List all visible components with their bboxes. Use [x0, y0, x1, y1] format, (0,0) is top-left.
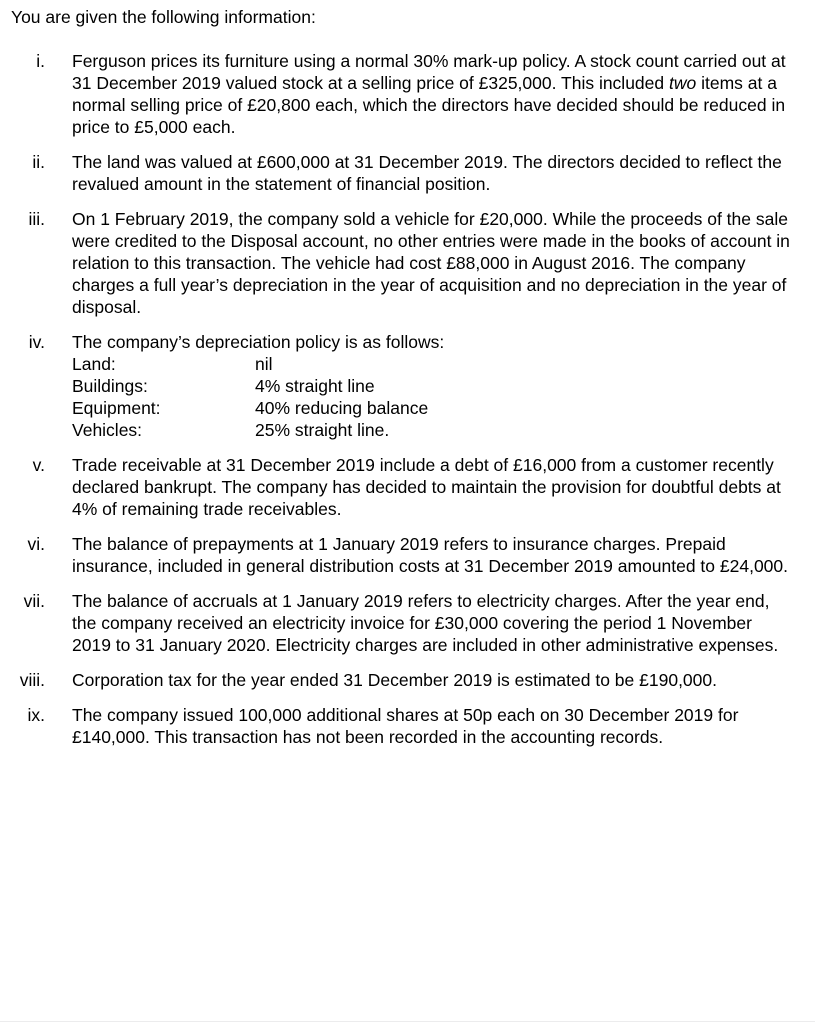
- list-item: [0, 669, 815, 691]
- list-item-body: [45, 331, 815, 441]
- text-segment-before: Ferguson prices its furniture using a normal 30% mark-up policy. A stock count carried out at 31 December 2019 valued stock at a selling price of £325,000. This included: [72, 51, 786, 93]
- list-item-text: [72, 50, 790, 138]
- list-item-marker: iv.: [28, 332, 45, 352]
- list-item: [0, 454, 815, 520]
- list-item-text: The balance of accruals at 1 January 2019 refers to electricity charges. After the year end, the company received an electricity invoice for £30,000 covering the period 1 November 2019 to 31 January 2020. Electricity charges are included in other administrative expenses.: [72, 591, 779, 655]
- list-item: [0, 590, 815, 656]
- list-item-body: [45, 454, 815, 520]
- table-row: [72, 353, 428, 375]
- list-item-text: The land was valued at £600,000 at 31 December 2019. The directors decided to reflect the revalued amount in the statement of financial position.: [72, 152, 782, 194]
- list-item-body: [45, 208, 815, 318]
- list-item-marker: v.: [32, 455, 45, 475]
- emphasized-word: two: [669, 73, 697, 93]
- list-item-text: The balance of prepayments at 1 January 2019 refers to insurance charges. Prepaid insurance, included in general distribution costs at 31 December 2019 amounted to £24,000.: [72, 534, 789, 576]
- list-item-marker: i.: [36, 51, 45, 71]
- list-item-text: The company issued 100,000 additional shares at 50p each on 30 December 2019 for £140,000. This transaction has not been recorded in the accounting records.: [72, 705, 739, 747]
- list-item: [0, 151, 815, 195]
- list-item-marker: ix.: [27, 705, 45, 725]
- page-title: You are given the following information:: [11, 7, 316, 27]
- list-item-text: Corporation tax for the year ended 31 December 2019 is estimated to be £190,000.: [72, 670, 717, 690]
- list-item-body: [45, 704, 815, 748]
- list-item-body: [45, 50, 815, 138]
- list-item: [0, 704, 815, 748]
- list-item-body: [45, 590, 815, 656]
- list-item-marker: iii.: [28, 209, 45, 229]
- asset-label: Land:: [72, 354, 116, 374]
- asset-label: Equipment:: [72, 398, 161, 418]
- page-bottom-rule: [0, 1021, 815, 1022]
- depreciation-rate: nil: [255, 354, 273, 374]
- list-item-marker: ii.: [32, 152, 45, 172]
- text-segment-after: items at a normal selling price of £20,800 each, which the directors have decided should be reduced in price to £5,000 each.: [72, 73, 786, 137]
- list-item-body: [45, 533, 815, 577]
- list-item-text: The company’s depreciation policy is as follows:: [72, 332, 445, 352]
- list-item: [0, 50, 815, 138]
- table-row: [72, 397, 428, 419]
- information-list: [0, 50, 815, 761]
- depreciation-rate: 25% straight line.: [255, 420, 390, 440]
- list-item: [0, 331, 815, 441]
- table-row: [72, 419, 428, 441]
- list-item-marker: vi.: [27, 534, 45, 554]
- list-item: [0, 533, 815, 577]
- depreciation-rate: 4% straight line: [255, 376, 375, 396]
- list-item-body: [45, 151, 815, 195]
- list-item-text: On 1 February 2019, the company sold a vehicle for £20,000. While the proceeds of the sale were credited to the Disposal account, no other entries were made in the books of account in relation to this transaction. The vehicle had cost £88,000 in August 2016. The company charges a full year’s depreciation in the year of acquisition and no depreciation in the year of disposal.: [72, 209, 790, 317]
- depreciation-rate: 40% reducing balance: [255, 398, 429, 418]
- list-item-marker: vii.: [23, 591, 45, 611]
- asset-label: Buildings:: [72, 376, 148, 396]
- table-row: [72, 375, 428, 397]
- list-item-marker: viii.: [19, 670, 45, 690]
- list-item-body: [45, 669, 815, 691]
- depreciation-policy-table: [72, 353, 428, 441]
- list-item-text: Trade receivable at 31 December 2019 include a debt of £16,000 from a customer recently declared bankrupt. The company has decided to maintain the provision for doubtful debts at 4% of remaining trade receivables.: [72, 455, 781, 519]
- list-item: [0, 208, 815, 318]
- asset-label: Vehicles:: [72, 420, 143, 440]
